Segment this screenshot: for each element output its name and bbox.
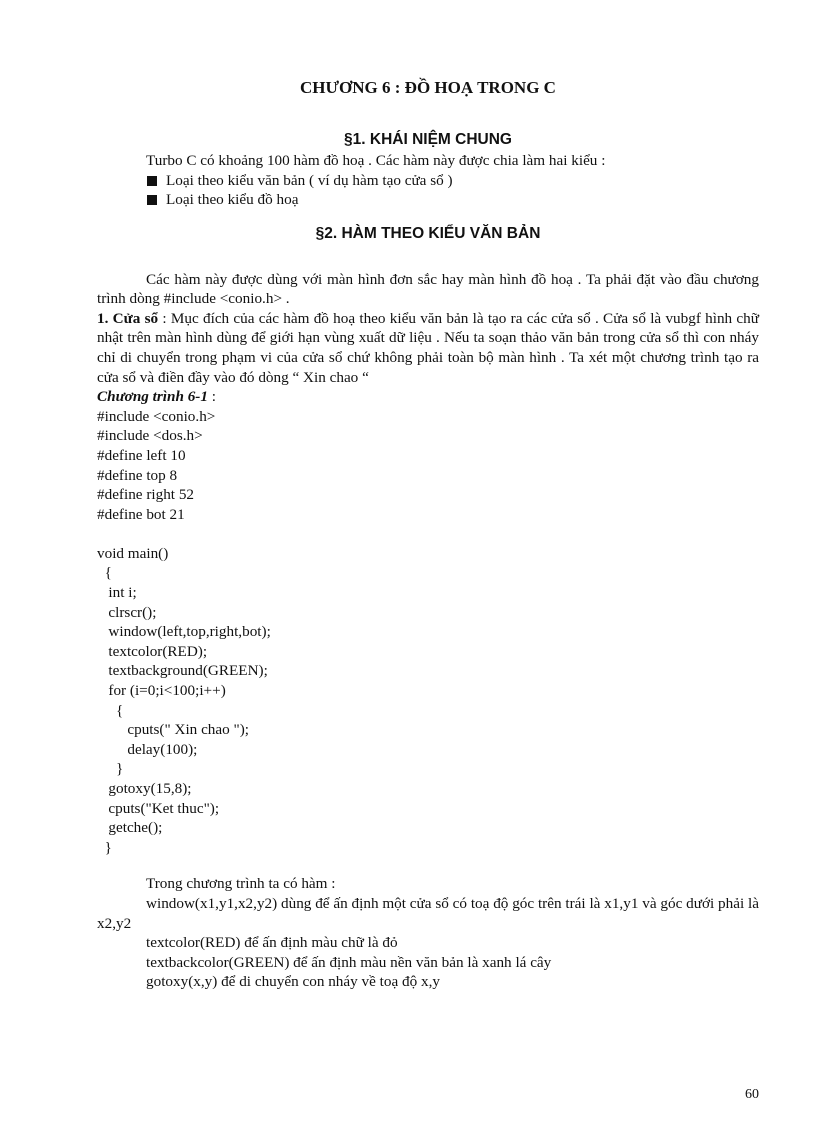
- explain-gotoxy: gotoxy(x,y) để di chuyển con nháy về toạ độ x,y: [146, 973, 440, 991]
- section1-bullet-list: [97, 171, 759, 210]
- section2-paragraph: Các hàm này được dùng với màn hình đơn sắc hay màn hình đồ hoạ . Ta phải đặt vào đầu chương trình dòng #include <conio.h> .: [97, 270, 759, 308]
- program-caption: [97, 387, 759, 407]
- bullet-item: Loại theo kiểu văn bản ( ví dụ hàm tạo cửa sổ ): [146, 171, 759, 191]
- window-item-paragraph: [97, 309, 759, 387]
- section1-title: §1. KHÁI NIỆM CHUNG: [344, 130, 512, 148]
- section1-intro: Turbo C có khoảng 100 hàm đồ hoạ . Các hàm này được chia làm hai kiểu :: [146, 152, 606, 170]
- document-page: [97, 78, 759, 992]
- explain-textcolor: textcolor(RED) để ấn định màu chữ là đỏ: [146, 934, 398, 952]
- window-item-text: : Mục đích của các hàm đồ hoạ theo kiểu văn bản là tạo ra các cửa sổ . Cửa sổ là vubgf hình chữ nhật trên màn hình dùng để giới hạn vùng xuất dữ liệu . Nếu ta soạn thảo văn bản trong cửa sổ thì con nháy chỉ di chuyển trong phạm vi của cửa sổ chứ không phải toàn bộ màn hình . Ta xét một chương trình tạo ra cửa sổ và điền đầy vào đó dòng “ Xin chao “: [97, 309, 759, 386]
- explain-intro: Trong chương trình ta có hàm :: [146, 875, 336, 893]
- explain-window: window(x1,y1,x2,y2) dùng để ấn định một cửa sổ có toạ độ góc trên trái là x1,y1 và góc dưới phải là x2,y2: [97, 894, 759, 932]
- bullet-item: Loại theo kiểu đồ hoạ: [146, 190, 759, 210]
- program-label-suffix: :: [207, 388, 216, 406]
- section2-title: §2. HÀM THEO KIỂU VĂN BẢN: [315, 224, 541, 242]
- window-item-label: 1. Cửa sổ: [97, 309, 159, 327]
- explain-textbackcolor: textbackcolor(GREEN) để ấn định màu nền văn bản là xanh lá cây: [146, 953, 552, 971]
- page-number: 60: [745, 1087, 759, 1102]
- program-label: Chương trình 6-1: [97, 388, 208, 406]
- chapter-title: CHƯƠNG 6 : ĐỒ HOẠ TRONG C: [300, 78, 556, 97]
- code-listing: #include <conio.h> #include <dos.h> #define left 10 #define top 8 #define right 52 #define bot 21 void main() { int i; clrscr(); window(left,top,right,bot); textcolor(RED); textbackground(GREEN); for (i=0;i<100;i++) { cputs(" Xin chao "); delay(100); } gotoxy(15,8); cputs("Ket thuc"); getche(); }: [97, 407, 271, 856]
